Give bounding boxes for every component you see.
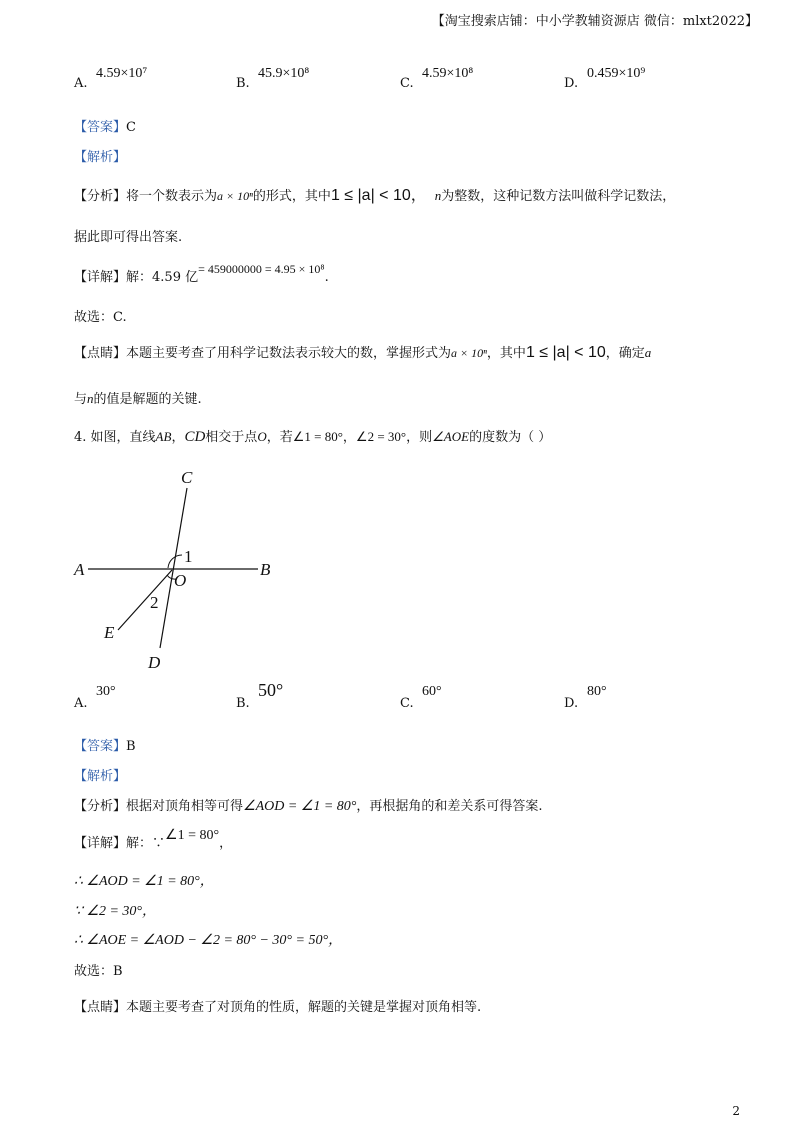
- q3-option-a-label: A.: [74, 76, 88, 91]
- q3-option-a-value: 4.59×10⁷: [96, 66, 148, 81]
- q4-option-c-value: 60°: [422, 684, 442, 699]
- q4-choose: 故选：B: [74, 964, 123, 979]
- line-cd: [160, 488, 187, 648]
- q3-dianjing-line2: 与n的值是解题的关键.: [74, 391, 202, 407]
- label-c: C: [181, 468, 193, 487]
- q4-dianjing: 【点睛】本题主要考查了对顶角的性质，解题的关键是掌握对顶角相等.: [74, 1000, 482, 1015]
- label-d: D: [148, 653, 161, 672]
- q3-option-b-value: 45.9×10⁸: [258, 66, 310, 81]
- q3-option-d-value: 0.459×10⁹: [587, 66, 646, 81]
- q4-step-1: ∴ ∠AOD = ∠1 = 80°，: [74, 874, 214, 889]
- q4-step-3: ∴ ∠AOE = ∠AOD − ∠2 = 80° − 30° = 50°，: [74, 933, 343, 948]
- label-b: B: [260, 560, 271, 579]
- ray-oe: [118, 570, 172, 630]
- q4-xiangjie: 【详解】解：∵∠1 = 80°，: [74, 828, 233, 851]
- label-a: A: [74, 560, 85, 579]
- q4-step-2: ∵ ∠2 = 30°，: [74, 904, 157, 919]
- q4-option-b-label: B.: [236, 696, 250, 711]
- q3-option-b-label: B.: [236, 76, 250, 91]
- q3-answer: 【答案】C: [74, 120, 136, 135]
- q4-analysis-tag: 【解析】: [74, 769, 127, 784]
- q3-option-c-value: 4.59×10⁸: [422, 66, 474, 81]
- label-angle-1: 1: [184, 547, 193, 566]
- q4-option-d-label: D.: [564, 696, 579, 711]
- page-number: 2: [732, 1104, 740, 1118]
- q4-option-a-label: A.: [74, 696, 88, 711]
- q3-choose: 故选：C.: [74, 310, 127, 325]
- q3-xiangjie: 【详解】解：4.59 亿= 459000000 = 4.95 × 10⁸.: [74, 262, 329, 285]
- q4-answer: 【答案】B: [74, 739, 136, 754]
- q4-option-c-label: C.: [400, 696, 414, 711]
- page-header: 【淘宝搜索店铺：中小学教辅资源店 微信：mlxt2022】: [431, 14, 758, 29]
- q4-option-d-value: 80°: [587, 684, 607, 699]
- q3-fenxi-line2: 据此即可得出答案.: [74, 230, 183, 245]
- q3-option-d-label: D.: [564, 76, 579, 91]
- q3-analysis-tag: 【解析】: [74, 150, 127, 165]
- q3-fenxi-line1: 【分析】将一个数表示为a × 10ⁿ的形式，其中1 ≤ |a| < 10， n为整数，这种记数方法叫做科学记数法，: [74, 187, 676, 204]
- q3-option-c-label: C.: [400, 76, 414, 91]
- q4-fenxi: 【分析】根据对顶角相等可得∠AOD = ∠1 = 80°，再根据角的和差关系可得答案.: [74, 799, 543, 814]
- q4-stem: 4. 如图，直线AB，CD相交于点O，若∠1 = 80°，∠2 = 30°，则∠AOE的度数为（ ）: [74, 429, 552, 445]
- q4-option-b-value: 50°: [258, 680, 284, 700]
- label-angle-2: 2: [150, 593, 159, 612]
- q3-dianjing-line1: 【点睛】本题主要考查了用科学记数法表示较大的数，掌握形式为a × 10ⁿ，其中1 ≤ |a| < 10，确定a: [74, 344, 652, 361]
- label-o: O: [174, 571, 187, 590]
- q4-option-a-value: 30°: [96, 684, 116, 699]
- label-e: E: [104, 623, 115, 642]
- q4-geometry-figure: [60, 458, 300, 678]
